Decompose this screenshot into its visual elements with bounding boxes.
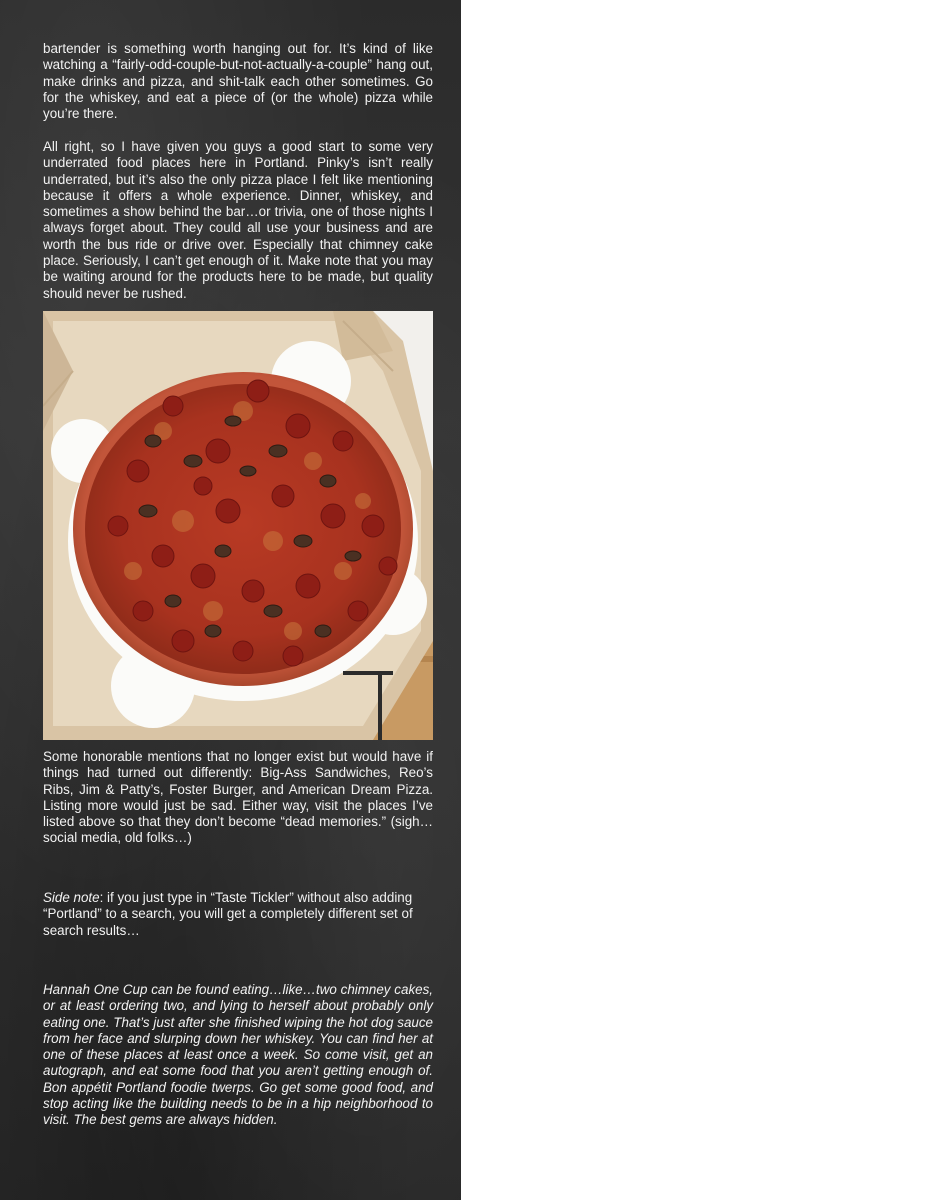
article-column	[0, 0, 461, 1200]
side-note-paragraph	[43, 890, 433, 939]
article-paragraph-2: All right, so I have given you guys a good start to some very underrated food places here in Portland. Pinky’s isn’t really underrated, but it’s also the only pizza place I felt like mentioning because it offers a whole experience. Dinner, whiskey, and sometimes a show behind the bar…or trivia, one of those nights I always forget about. They could all use your business and are worth the bus ride or drive over. Especially that chimney cake place. Seriously, I can’t get enough of it. Make note that you may be waiting around for the products here to be made, but quality should never be rushed.	[43, 139, 433, 301]
blank-right-page	[461, 0, 943, 1200]
article-paragraph-1: bartender is something worth hanging out for. It’s kind of like watching a “fairly-odd-couple-but-not-actually-a-couple” hang out, make drinks and pizza, and shit-talk each other sometimes. Go for the whiskey, and eat a piece of (or the whole) pizza while you’re there.	[43, 41, 433, 122]
article-paragraph-3: Some honorable mentions that no longer exist but would have if things had turned out differently: Big-Ass Sandwiches, Reo’s Ribs, Jim & Patty’s, Foster Burger, and American Dream Pizza. Listing more would just be sad. Either way, visit the places I’ve listed above so that they don’t become “dead memories.” (sigh…social media, old folks…)	[43, 749, 433, 846]
author-bio-paragraph: Hannah One Cup can be found eating…like…two chimney cakes, or at least ordering two, and lying to herself about probably only eating one. That’s just after she finished wiping the hot dog sauce from her face and slurping down her whiskey. You can find her at one of these places at least once a week. So come visit, get an autograph, and eat some food that you aren’t getting enough of. Bon appétit Portland foodie twerps. Go get some good food, and stop acting like the building needs to be in a hip neighborhood to visit. The best gems are always hidden.	[43, 982, 433, 1128]
side-note-text: : if you just type in “Taste Tickler” without also adding “Portland” to a search, you will get a completely different set of search results…	[43, 890, 413, 938]
side-note-label: Side note	[43, 890, 100, 905]
pizza-photo	[43, 311, 433, 740]
